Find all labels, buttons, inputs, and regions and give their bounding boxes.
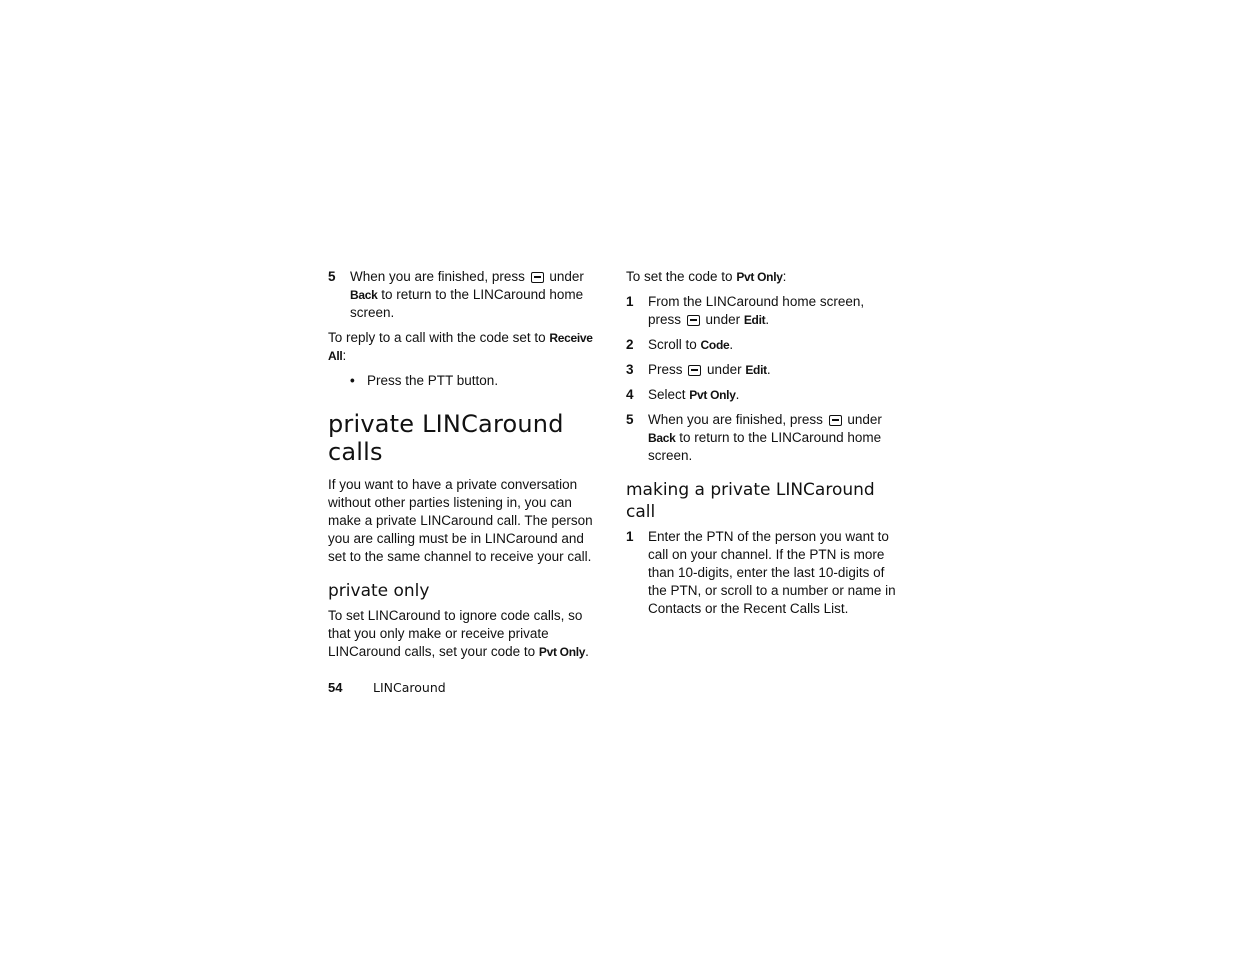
step-text-part: to return to the LINCaround home screen. [648,430,882,463]
subheading-making-call: making a private LINCaround call [626,480,875,522]
step-text-part: When you are finished, press [648,412,823,427]
step-text [648,336,898,354]
step-text-part: From the LINCaround home screen, press [648,294,865,327]
set-code-intro [626,268,898,286]
softkey-icon [829,415,842,426]
key-label-pvt-only: Pvt Only [736,270,783,284]
step-text [648,293,898,329]
bullet-text: Press the PTT button. [367,373,499,388]
step-text-part: under [707,362,742,377]
key-label-back: Back [350,288,378,302]
right-column [626,268,898,625]
softkey-icon [687,315,700,326]
step-2 [626,336,898,354]
step-text-part: . [765,312,770,327]
step-5 [626,411,898,465]
step-text-part: . [766,362,771,377]
key-label-back: Back [648,431,676,445]
key-label-code: Code [700,338,730,352]
step-text [648,411,898,465]
step-text-part: under [549,269,584,284]
intro-text: To set the code to [626,269,733,284]
key-label-edit: Edit [743,313,766,327]
step-text-part: under [847,412,882,427]
private-only-period: . [585,644,589,659]
step-4 [626,386,898,404]
step-3 [626,361,898,379]
step-5-left [328,268,600,322]
section-heading: private LINCaround calls [328,410,564,466]
step-text-part: Press [648,362,683,377]
step-text-part: to return to the LINCaround home screen. [350,287,584,320]
reply-colon: : [342,348,347,363]
step-text-part: . [729,337,734,352]
bullet-dot: • [350,373,355,388]
step-number: 4 [626,387,634,402]
left-column [328,268,600,668]
private-only-paragraph [328,607,600,661]
step-number: 5 [328,269,336,284]
step-number: 1 [626,294,634,309]
page-number: 54 [328,680,343,695]
step-text [648,361,898,379]
step-number: 2 [626,337,634,352]
step-text-part: Select [648,387,686,402]
step-text [648,386,898,404]
reply-instruction [328,329,600,365]
key-label-edit: Edit [745,363,767,377]
intro-paragraph: If you want to have a private conversation without other parties listening in, you can make a private LINCaround call. The person you are calling must be in LINCaround and set to the same channel to receive your call. [328,477,593,564]
step-text-part: under [705,312,741,327]
section-name: LINCaround [373,680,446,695]
softkey-icon [531,272,544,283]
step-text [350,268,600,322]
step-text-part: When you are finished, press [350,269,525,284]
call-step-1 [626,528,898,618]
step-1 [626,293,898,329]
step-text: Enter the PTN of the person you want to call on your channel. If the PTN is more than 10-digits, enter the last 10-digits of the PTN, or scroll to a number or name in Contacts or the Recent Calls List. [648,529,896,616]
bullet-item [328,372,600,390]
intro-colon: : [782,269,787,284]
key-label-pvt-only: Pvt Only [538,645,586,659]
page-footer [328,680,446,695]
step-number: 5 [626,412,634,427]
key-label-receive-all: Receive All [328,331,593,363]
step-number: 1 [626,529,634,544]
subheading-private-only: private only [328,581,430,601]
step-text-part: . [735,387,740,402]
reply-text: To reply to a call with the code set to [328,330,546,345]
step-number: 3 [626,362,634,377]
softkey-icon [688,365,701,376]
private-only-text: To set LINCaround to ignore code calls, so that you only make or receive private LINCaround calls, set your code to [328,608,583,659]
key-label-pvt-only: Pvt Only [689,388,736,402]
step-text-part: Scroll to [648,337,697,352]
